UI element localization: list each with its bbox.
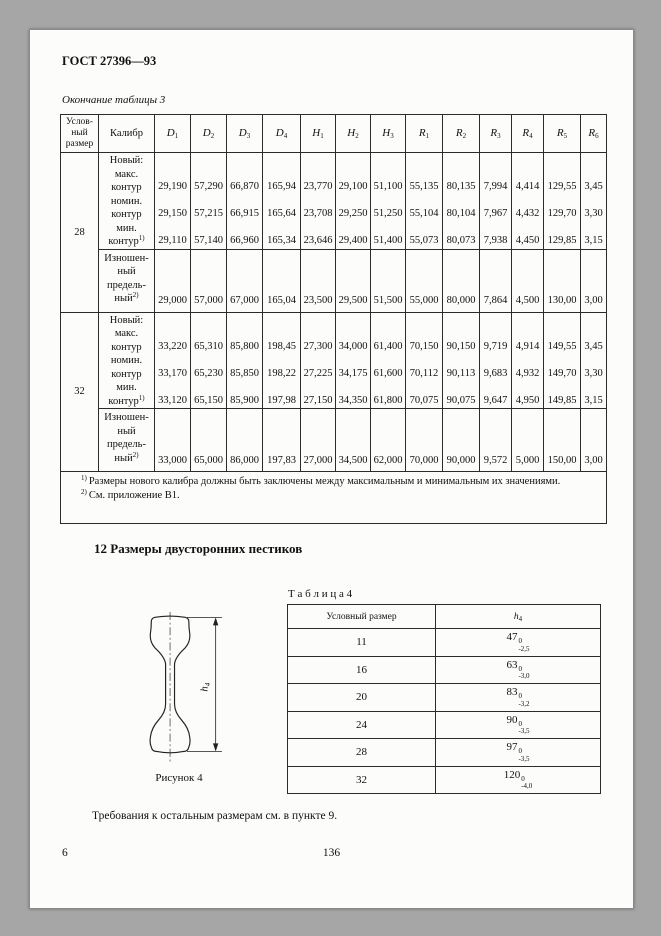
t3-value-cell: 29,190 29,150 29,110 [155,153,191,250]
dim-header-r5: $R_5$ [544,115,581,153]
document-page [29,29,634,909]
caliber-column-header: Калибр [99,115,155,153]
t4-size-header: Условный размер [288,605,436,629]
page-number-center: 136 [322,847,341,859]
t3-worn-value: 33,000 [155,409,191,472]
table4-row [288,656,601,684]
table3-new-rows-size-32 [61,312,607,409]
t3-worn-value: 29,500 [336,249,371,312]
t4-value: 90 0 -3,5 [436,711,601,739]
t3-value-cell: 7,994 7,967 7,938 [480,153,512,250]
table3-footnotes-row [61,472,607,524]
t3-value-cell: 3,45 3,30 3,15 [581,153,607,250]
dim-header-h2: $H_2$ [336,115,371,153]
t3-worn-value: 55,000 [406,249,443,312]
dimension-label-h4: $h_4$ [198,682,212,692]
caliber-cell-worn-28: Изношен- ный предель- ный$^{2)}$ [99,249,155,312]
t3-value-cell: 29,100 29,250 29,400 [336,153,371,250]
t4-value: 83 0 -3,2 [436,684,601,712]
t4-size: 11 [288,629,436,657]
t3-value-cell: 34,000 34,175 34,350 [336,312,371,409]
dim-header-h3: $H_3$ [371,115,406,153]
arrowhead-down [213,743,218,751]
table4-row [288,684,601,712]
footnotes-cell [61,472,607,524]
t3-worn-value: 57,000 [191,249,227,312]
t3-value-cell: 85,800 85,850 85,900 [227,312,263,409]
table-3 [60,114,607,524]
t3-value-cell: 4,914 4,932 4,950 [512,312,544,409]
t3-worn-value: 70,000 [406,409,443,472]
t3-worn-value: 51,500 [371,249,406,312]
t3-value-cell: 55,135 55,104 55,073 [406,153,443,250]
dim-header-d2: $D_2$ [191,115,227,153]
table-4 [287,604,601,794]
dim-header-r3: $R_3$ [480,115,512,153]
t3-value-cell: 3,45 3,30 3,15 [581,312,607,409]
t3-value-cell: 27,300 27,225 27,150 [301,312,336,409]
t3-worn-value: 29,000 [155,249,191,312]
t3-value-cell: 9,719 9,683 9,647 [480,312,512,409]
t3-worn-value: 34,500 [336,409,371,472]
dim-header-r1: $R_1$ [406,115,443,153]
t3-value-cell: 165,94 165,64 165,34 [263,153,301,250]
t3-worn-value: 7,864 [480,249,512,312]
table-3-continuation-caption: Окончание таблицы 3 [62,94,166,106]
t3-value-cell: 51,100 51,250 51,400 [371,153,406,250]
t3-value-cell: 65,310 65,230 65,150 [191,312,227,409]
t3-worn-value: 3,00 [581,409,607,472]
t3-value-cell: 61,400 61,600 61,800 [371,312,406,409]
table4-row [288,711,601,739]
dim-header-d3: $D_3$ [227,115,263,153]
size-cell-32: 32 [61,312,99,472]
footnote-1: $^{1)}$ Размеры нового калибра должны быть заключены между максимальным и минимальным их значениями. [81,474,561,487]
table3-header-row [61,115,607,153]
size-column-header: Услов- ный размер [61,115,99,153]
t4-h4-header: $h_4$ [436,605,601,629]
t3-worn-value: 67,000 [227,249,263,312]
dim-header-h1: $H_1$ [301,115,336,153]
t4-value: 97 0 -3,5 [436,739,601,767]
t3-value-cell: 149,55 149,70 149,85 [544,312,581,409]
caliber-cell-new-28: Новый: макс. контур номин. контур мин. контур$^{1)}$ [99,153,155,250]
size-cell-28: 28 [61,153,99,313]
t4-size: 20 [288,684,436,712]
t3-value-cell: 129,55 129,70 129,85 [544,153,581,250]
t3-worn-value: 9,572 [480,409,512,472]
t3-value-cell: 57,290 57,215 57,140 [191,153,227,250]
footnote-ref-2: 2) [132,291,139,299]
footnote-ref-1: 1) [138,234,145,242]
caliber-cell-new-32: Новый: макс. контур номин. контур мин. контур$^{1)}$ [99,312,155,409]
t3-worn-value: 65,000 [191,409,227,472]
t3-worn-value: 3,00 [581,249,607,312]
t3-worn-value: 150,00 [544,409,581,472]
pestle-drawing [106,612,252,764]
t3-worn-value: 27,000 [301,409,336,472]
table4-row [288,629,601,657]
t3-worn-value: 197,83 [263,409,301,472]
t3-value-cell: 70,150 70,112 70,075 [406,312,443,409]
table4-row [288,739,601,767]
figure-caption: Рисунок 4 [155,772,203,784]
requirements-note: Требования к остальным размерам см. в пункте 9. [92,810,338,822]
footnote-2: $^{2)}$ См. приложение В1. [81,487,180,501]
t3-value-cell: 4,414 4,432 4,450 [512,153,544,250]
dim-header-d1: $D_1$ [155,115,191,153]
dim-header-r2: $R_2$ [443,115,480,153]
figure-4 [106,612,252,784]
table3-worn-row-size-28 [61,249,607,312]
page-number-left: 6 [62,847,68,859]
t3-value-cell: 66,870 66,915 66,960 [227,153,263,250]
doc-number: ГОСТ 27396—93 [62,54,157,68]
dim-header-r6: $R_6$ [581,115,607,153]
footnote-ref-2: 2) [132,450,139,459]
t4-size: 28 [288,739,436,767]
t4-value: 63 0 -3,0 [436,656,601,684]
dim-header-r4: $R_4$ [512,115,544,153]
t4-value: 47 0 -2,5 [436,629,601,657]
t3-worn-value: 165,04 [263,249,301,312]
caliber-cell-worn-32: Изношен- ный предель- ный$^{2)}$ [99,409,155,472]
table-4-label: Т а б л и ц а 4 [288,588,353,600]
t3-worn-value: 90,000 [443,409,480,472]
arrowhead-up [213,617,218,625]
footnote-ref-1: 1) [138,393,145,402]
t3-worn-value: 4,500 [512,249,544,312]
t4-size: 24 [288,711,436,739]
t3-worn-value: 5,000 [512,409,544,472]
t4-size: 32 [288,766,436,794]
t3-worn-value: 86,000 [227,409,263,472]
table4-header-row [288,605,601,629]
t3-worn-value: 62,000 [371,409,406,472]
t3-value-cell: 23,770 23,708 23,646 [301,153,336,250]
t3-worn-value: 23,500 [301,249,336,312]
t4-value: 120 0 -4,0 [436,766,601,794]
table4-row [288,766,601,794]
t3-value-cell: 198,45 198,22 197,98 [263,312,301,409]
t4-size: 16 [288,656,436,684]
dim-header-d4: $D_4$ [263,115,301,153]
t3-value-cell: 80,135 80,104 80,073 [443,153,480,250]
t3-worn-value: 130,00 [544,249,581,312]
table3-worn-row-size-32 [61,409,607,472]
t3-value-cell: 33,220 33,170 33,120 [155,312,191,409]
table3-new-rows-size-28 [61,153,607,250]
t3-worn-value: 80,000 [443,249,480,312]
section-heading: 12 Размеры двусторонних пестиков [94,541,303,556]
t3-value-cell: 90,150 90,113 90,075 [443,312,480,409]
